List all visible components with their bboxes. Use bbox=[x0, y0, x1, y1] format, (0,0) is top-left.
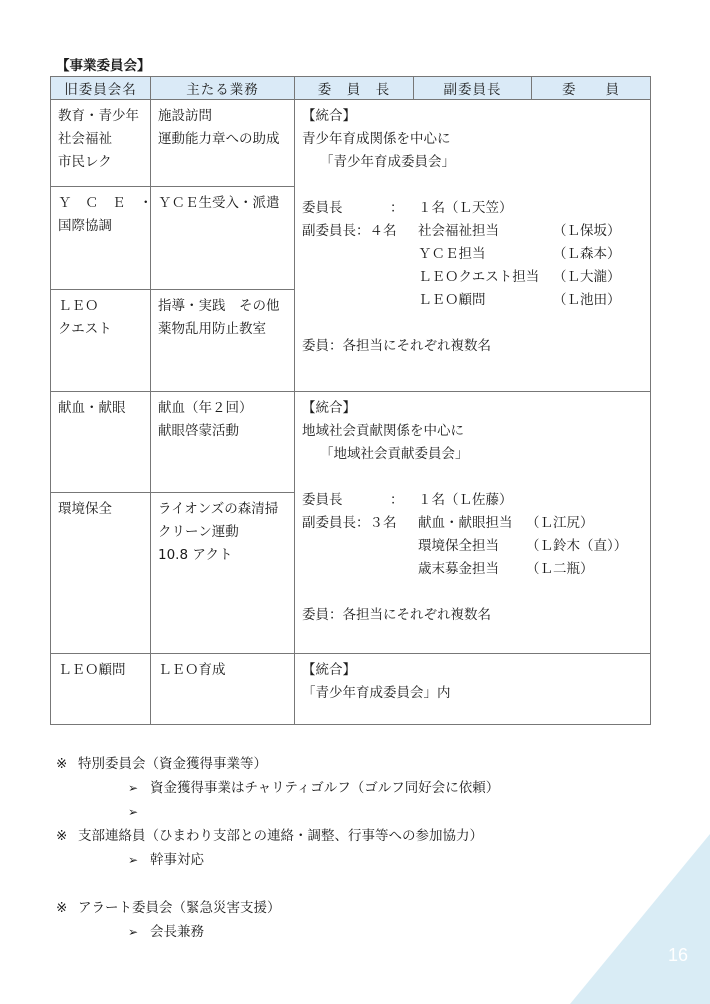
note-item: ※ 特別委員会（資金獲得事業等） bbox=[56, 756, 267, 772]
table-header-row bbox=[51, 77, 651, 100]
header-chair: 委 員 長 bbox=[295, 77, 414, 100]
vice-chair-line: 副委員長：３名 献血・献眼担当 （Ｌ江尻） bbox=[302, 515, 594, 531]
corner-decoration bbox=[570, 834, 710, 1004]
vice-chair-line: ＬＥＯ顧問 （Ｌ池田） bbox=[418, 292, 621, 308]
note-bullet bbox=[56, 800, 499, 824]
committee-table bbox=[50, 76, 651, 725]
merged-committee-cell: 【統合】 青少年育成関係を中心に 「青少年育成委員会」 委員長 ： １名（Ｌ天笠） 副委員長：４名 社会福祉担当 （Ｌ保坂） ＹＣＥ担当 （Ｌ森本） ＬＥＯクエスト担当 （Ｌ大瀧） ＬＥＯ顧問 （Ｌ池田） 委員：各担当にそれぞれ複数名 bbox=[295, 100, 651, 392]
members-line: 委員：各担当にそれぞれ複数名 bbox=[302, 338, 491, 354]
bullet-arrow-icon: ➢ bbox=[128, 805, 139, 819]
header-members: 委 員 bbox=[532, 77, 651, 100]
duties-cell: 献血（年２回） 献眼啓蒙活動 bbox=[151, 392, 295, 493]
bullet-arrow-icon: ➢ bbox=[128, 925, 139, 939]
table-row bbox=[51, 100, 651, 187]
vice-chair-line: 副委員長：４名 社会福祉担当 （Ｌ保坂） bbox=[302, 223, 621, 239]
old-name-cell: 教育・青少年 社会福祉 市民レク bbox=[51, 100, 151, 187]
old-name-cell: 献血・献眼 bbox=[51, 392, 151, 493]
bullet-arrow-icon: ➢ bbox=[128, 853, 139, 867]
merged-committee-cell: 【統合】 地域社会貢献関係を中心に 「地域社会貢献委員会」 委員長 ： １名（Ｌ佐藤） 副委員長：３名 献血・献眼担当 （Ｌ江尻） 環境保全担当 （Ｌ鈴木（直）） 歳末募金担当 （Ｌ二瓶） 委員：各担当にそれぞれ複数名 bbox=[295, 392, 651, 654]
note-bullet: ➢ 幹事対応 bbox=[56, 848, 499, 872]
page-number: 16 bbox=[667, 945, 688, 965]
note-bullet: ➢ 会長兼務 bbox=[56, 920, 499, 944]
header-old-name: 旧委員会名 bbox=[51, 77, 151, 100]
vice-chair-line: 歳末募金担当 （Ｌ二瓶） bbox=[418, 561, 594, 577]
duties-cell: 指導・実践 その他 薬物乱用防止教室 bbox=[151, 290, 295, 392]
corner-triangle bbox=[570, 834, 710, 1004]
header-duties: 主たる業務 bbox=[151, 77, 295, 100]
old-name-cell: ＬＥＯ クエスト bbox=[51, 290, 151, 392]
table-row bbox=[51, 392, 651, 493]
duties-cell: 施設訪問 運動能力章への助成 bbox=[151, 100, 295, 187]
chair-line: 委員長 ： １名（Ｌ天笠） bbox=[302, 200, 513, 216]
members-line: 委員：各担当にそれぞれ複数名 bbox=[302, 607, 491, 623]
table-row bbox=[51, 654, 651, 725]
section-title: 【事業委員会】 bbox=[56, 58, 151, 74]
old-name-cell: Ｙ Ｃ Ｅ ・ 国際協調 bbox=[51, 187, 151, 290]
vice-chair-line: 環境保全担当 （Ｌ鈴木（直）） bbox=[418, 538, 628, 554]
bullet-arrow-icon: ➢ bbox=[128, 781, 139, 795]
vice-chair-line: ＬＥＯクエスト担当 （Ｌ大瀧） bbox=[418, 269, 621, 285]
note-item: ※ アラート委員会（緊急災害支援） bbox=[56, 900, 281, 916]
old-name-cell: ＬＥＯ顧問 bbox=[51, 654, 151, 725]
merged-committee-cell: 【統合】 「青少年育成委員会」内 bbox=[295, 654, 651, 725]
notes-section bbox=[56, 752, 499, 944]
duties-cell: ライオンズの森清掃 クリーン運動 10.8 アクト bbox=[151, 493, 295, 654]
header-vice-chair: 副委員長 bbox=[414, 77, 532, 100]
duties-cell: ＬＥＯ育成 bbox=[151, 654, 295, 725]
chair-line: 委員長 ： １名（Ｌ佐藤） bbox=[302, 492, 513, 508]
old-name-cell: 環境保全 bbox=[51, 493, 151, 654]
note-bullet: ➢ 資金獲得事業はチャリティゴルフ（ゴルフ同好会に依頼） bbox=[56, 776, 499, 800]
note-item: ※ 支部連絡員（ひまわり支部との連絡・調整、行事等への参加協力） bbox=[56, 828, 483, 844]
vice-chair-line: ＹＣＥ担当 （Ｌ森本） bbox=[418, 246, 621, 262]
duties-cell: ＹＣＥ生受入・派遣 bbox=[151, 187, 295, 290]
